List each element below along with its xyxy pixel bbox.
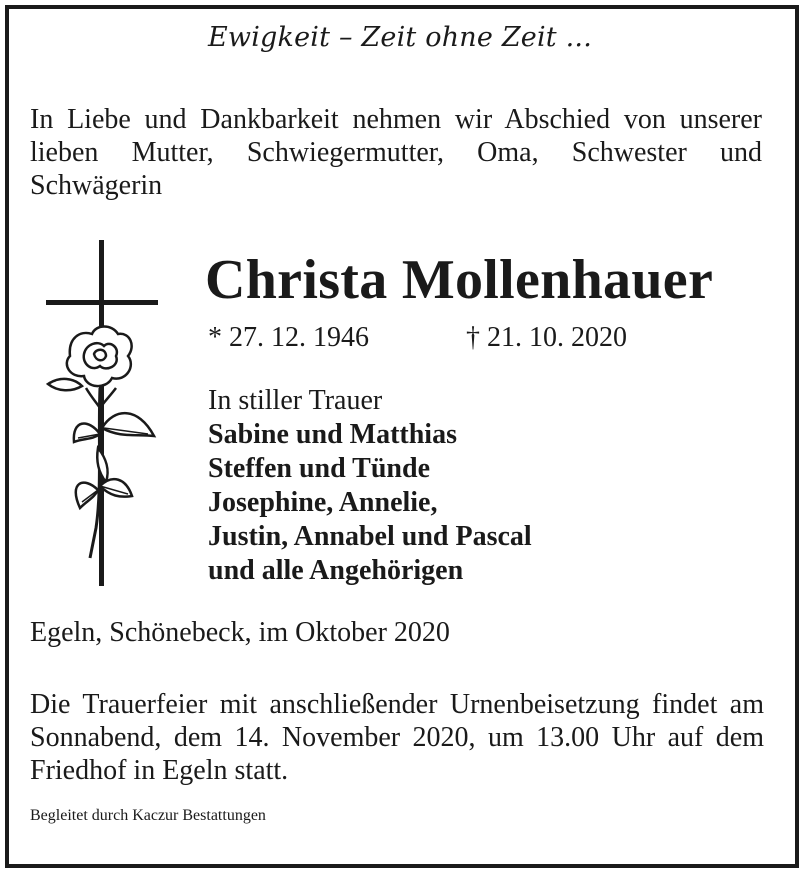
place-and-date: Egeln, Schönebeck, im Oktober 2020 xyxy=(30,617,450,648)
motto-heading: Ewigkeit – Zeit ohne Zeit ... xyxy=(208,22,592,53)
mourner-line: Steffen und Tünde xyxy=(208,453,431,484)
funeral-service-text: Die Trauerfeier mit anschließender Urnenbeisetzung findet am Sonnabend, dem 14. November 2020, um 13.00 Uhr auf dem Friedhof in Egeln statt. xyxy=(30,689,764,786)
cross-with-rose-icon xyxy=(40,238,165,590)
mourner-line: Sabine und Matthias xyxy=(208,419,457,450)
mourner-line: Justin, Annabel und Pascal xyxy=(208,521,532,552)
mourners-block xyxy=(208,384,532,588)
death-date: † 21. 10. 2020 xyxy=(466,322,627,353)
birth-date: * 27. 12. 1946 xyxy=(208,322,369,353)
undertaker-credit: Begleitet durch Kaczur Bestattungen xyxy=(30,807,266,824)
mourner-line: Josephine, Annelie, xyxy=(208,487,438,518)
mourners-heading: In stiller Trauer xyxy=(208,385,383,416)
life-dates xyxy=(208,322,627,354)
deceased-name: Christa Mollenhauer xyxy=(205,249,714,311)
intro-text: In Liebe und Dankbarkeit nehmen wir Abschied von unserer lieben Mutter, Schwiegermutter, Oma, Schwester und Schwägerin xyxy=(30,104,762,201)
mourner-line: und alle Angehörigen xyxy=(208,555,464,586)
